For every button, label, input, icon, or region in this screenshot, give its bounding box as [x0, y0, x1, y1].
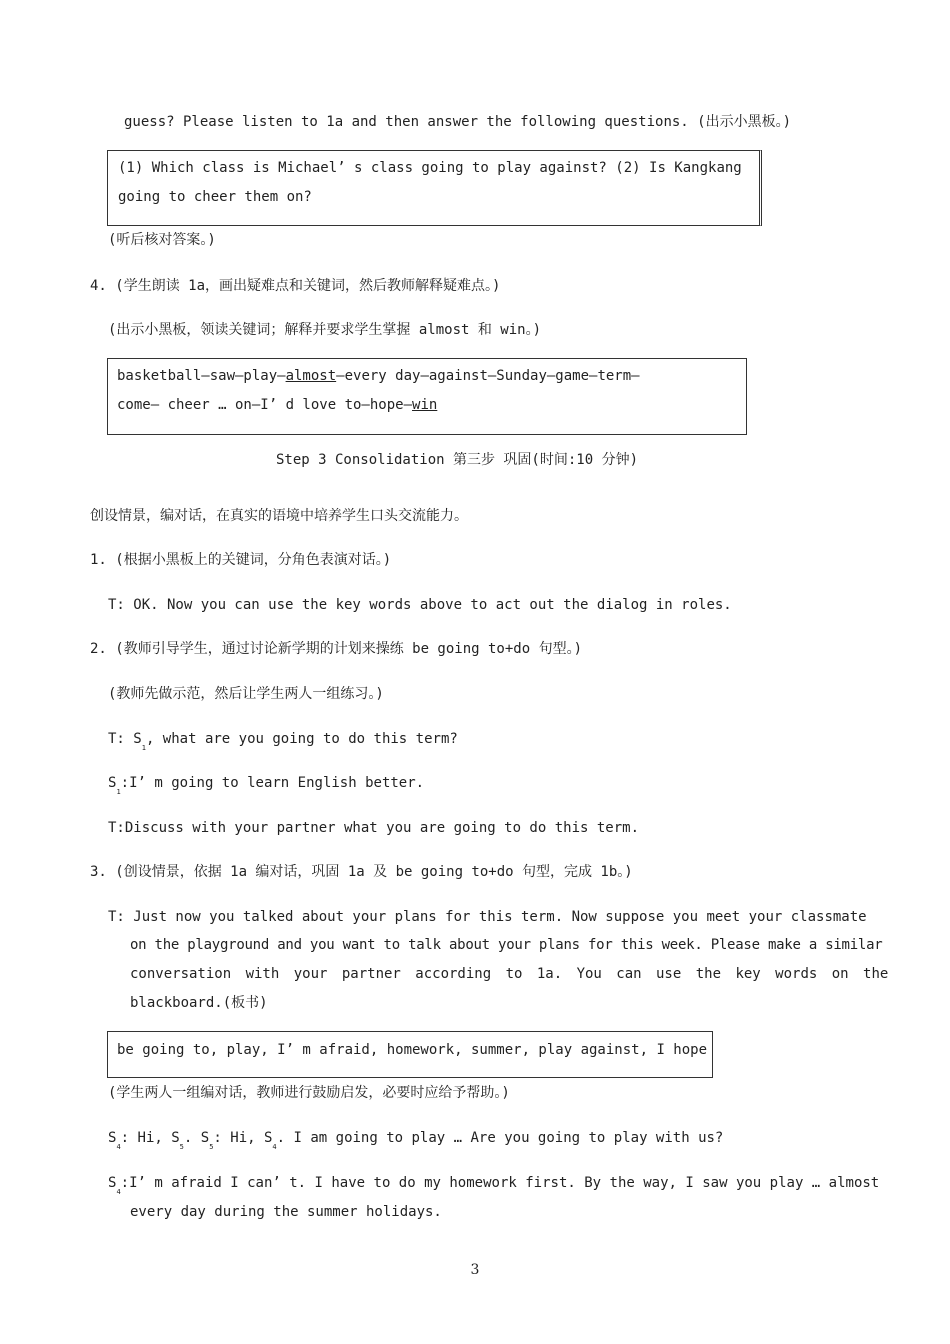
dialog-line-2-continued: every day during the summer holidays.	[130, 1204, 442, 1220]
teacher-paragraph-line-3: conversation with your partner according to 1a. You can use the key words on the	[130, 966, 889, 982]
consolidation-item-2: 2. (教师引导学生，通过讨论新学期的计划来操练 be going to+do 句型。)	[90, 641, 583, 657]
keywords-line-2	[117, 395, 437, 415]
speaker-subscript: 1	[141, 743, 146, 752]
teacher-paragraph-line-1: T: Just now you talked about your plans for this term. Now suppose you meet your classmate	[108, 909, 867, 925]
student-line-s1	[108, 773, 424, 799]
dialog-line-1-d: . I am going to play … Are you going to play with us?	[276, 1130, 724, 1146]
keywords-box	[107, 358, 747, 435]
phrases-box	[107, 1031, 713, 1078]
keywords-line-1	[117, 366, 640, 386]
speaker-subscript: 4	[116, 1187, 121, 1196]
keywords-line-2-part-a: come— cheer … on—I’ d love to—hope—	[117, 397, 413, 413]
teacher-line-discuss: T:Discuss with your partner what you are going to do this term.	[108, 820, 640, 836]
dialog-speaker-s4: S	[108, 1130, 117, 1146]
step-4-note: (出示小黑板，领读关键词；解释并要求学生掌握 almost 和 win。)	[108, 322, 542, 338]
dialog-line-1-c: : Hi, S	[213, 1130, 273, 1146]
teacher-line-ask-s1-a: T: S	[108, 731, 142, 747]
speaker-subscript: 5	[179, 1142, 184, 1151]
page-number: 3	[470, 1262, 480, 1278]
speaker-subscript: 5	[209, 1142, 214, 1151]
dialog-line-2	[108, 1173, 879, 1199]
question-line-1: (1) Which class is Michael’ s class going to play against? (2) Is Kangkang	[118, 160, 742, 176]
questions-box	[107, 150, 762, 226]
keyword-almost: almost	[285, 368, 337, 384]
speaker-subscript: 4	[272, 1142, 277, 1151]
text-line-check-answers: (听后核对答案。)	[108, 232, 216, 248]
consolidation-item-2-note: (教师先做示范，然后让学生两人一组练习。)	[108, 686, 384, 702]
keyword-win: win	[412, 397, 438, 413]
teacher-paragraph-line-4: blackboard.(板书)	[130, 995, 268, 1011]
pair-work-note: (学生两人一组编对话，教师进行鼓励启发，必要时应给予帮助。)	[108, 1085, 510, 1101]
speaker-subscript: 4	[116, 1142, 121, 1151]
consolidation-intro: 创设情景，编对话，在真实的语境中培养学生口头交流能力。	[90, 508, 468, 524]
text-line-listen: guess? Please listen to 1a and then answer the following questions. (出示小黑板。)	[124, 114, 792, 130]
question-line-2: going to cheer them on?	[118, 189, 312, 205]
teacher-line-act-out: T: OK. Now you can use the key words above to act out the dialog in roles.	[108, 597, 732, 613]
consolidation-item-3: 3. (创设情景，依据 1a 编对话，巩固 1a 及 be going to+do 句型，完成 1b。)	[90, 864, 633, 880]
keywords-line-1-part-b: —every day—against—Sunday—game—term—	[336, 368, 640, 384]
teacher-paragraph-line-2: on the playground and you want to talk about your plans for this week. Please make a similar	[130, 937, 883, 953]
teacher-line-ask-s1-b: , what are you going to do this term?	[145, 731, 458, 747]
student-line-s1-text: :I’ m going to learn English better.	[120, 775, 425, 791]
phrases-line: be going to, play, I’ m afraid, homework, summer, play against, I hope	[117, 1042, 708, 1058]
dialog-speaker-s4: S	[108, 1175, 117, 1191]
step-4-heading: 4. (学生朗读 1a，画出疑难点和关键词，然后教师解释疑难点。)	[90, 278, 501, 294]
teacher-line-ask-s1	[108, 729, 458, 755]
dialog-line-1-b: . S	[183, 1130, 210, 1146]
student-line-s1-speaker: S	[108, 775, 117, 791]
keywords-line-1-part-a: basketball—saw—play—	[117, 368, 286, 384]
speaker-subscript: 1	[116, 787, 121, 796]
dialog-line-2-a: :I’ m afraid I can’ t. I have to do my homework first. By the way, I saw you play … almost	[120, 1175, 880, 1191]
dialog-line-1-a: : Hi, S	[120, 1130, 180, 1146]
step-3-title: Step 3 Consolidation 第三步 巩固(时间:10 分钟)	[276, 452, 639, 468]
dialog-line-1	[108, 1128, 723, 1154]
consolidation-item-1: 1. (根据小黑板上的关键词，分角色表演对话。)	[90, 552, 392, 568]
